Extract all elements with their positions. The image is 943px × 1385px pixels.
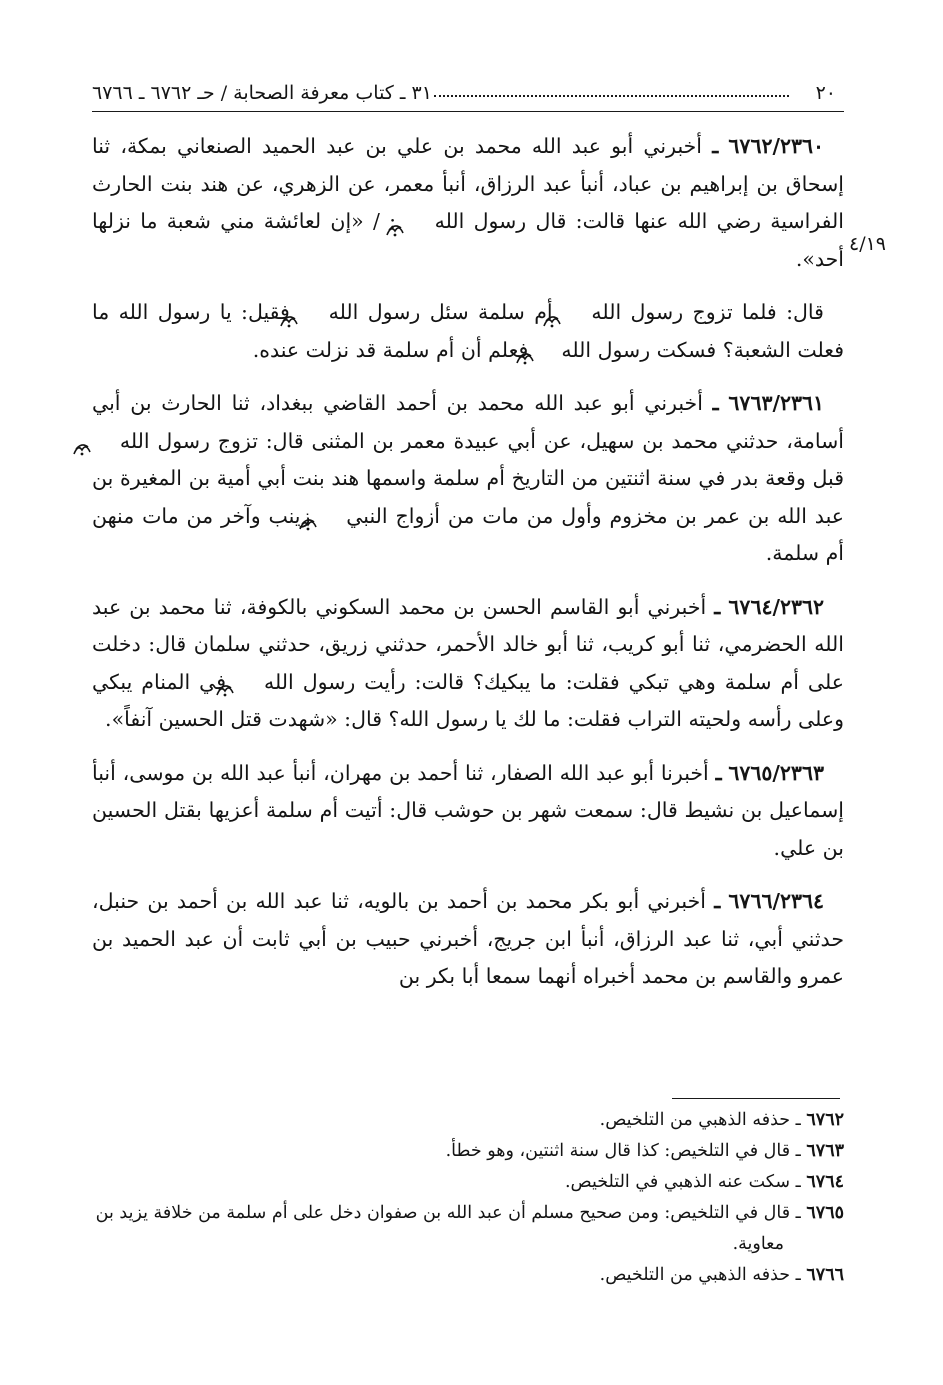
footnote-text: حذفه الذهبي من التلخيص. — [599, 1265, 791, 1285]
salawat-icon — [535, 342, 555, 360]
footnote-text: قال في التلخيص: كذا قال سنة اثنتين، وهو خطأ. — [445, 1141, 791, 1161]
footnote-separator: ـ — [795, 1110, 801, 1130]
footnote — [92, 1105, 844, 1136]
footnote-text: سكت عنه الذهبي في التلخيص. — [564, 1172, 791, 1192]
hadith-paragraph — [92, 385, 844, 573]
hadith-number: ٦٧٦٥/٢٣٦٣ — [728, 760, 824, 785]
footnote — [92, 1136, 844, 1167]
footnote-separator: ـ — [795, 1141, 801, 1161]
hadith-text: قبل وقعة بدر في سنة اثنتين من التاريخ أم سلمة واسمها هند بنت أبي أمية بن المغيرة بن عبد الله بن عمر بن مخزوم وأول من مات من أزواج النبي — [92, 466, 844, 528]
hadith-paragraph — [92, 589, 844, 739]
hadith-separator: ـ — [714, 594, 721, 619]
hadith-paragraph — [92, 294, 844, 369]
hadith-paragraph — [92, 128, 844, 278]
hadith-number: ٦٧٦٤/٢٣٦٢ — [728, 594, 824, 619]
salawat-icon — [299, 305, 319, 323]
footnote-separator: ـ — [795, 1265, 801, 1285]
hadith-separator: ـ — [714, 889, 721, 913]
salawat-icon — [92, 433, 112, 451]
hadith-text: أخبرني أبو عبد الله محمد بن أحمد القاضي ببغداد، ثنا الحارث بن أبي أسامة، حدثني محمد بن سهيل، عن أبي عبيدة معمر بن المثنى قال: تزوج رسول الله — [92, 391, 844, 453]
running-header — [92, 78, 844, 112]
salawat-icon — [235, 674, 255, 692]
footnote-number: ٦٧٦٢ — [806, 1110, 844, 1130]
footnotes — [92, 1105, 844, 1291]
salawat-icon — [318, 508, 338, 526]
hadith-text: قال: فلما تزوج رسول الله — [591, 300, 824, 324]
hadith-number: ٦٧٦٢/٢٣٦٠ — [728, 134, 824, 158]
hadith-text: أخبرني أبو القاسم الحسن بن محمد السكوني بالكوفة، ثنا محمد بن عبد الله الحضرمي، ثنا أبو كريب، ثنا أبو خالد الأحمر، حدثني زريق، حدثني سلمان قال: دخلت على أم سلمة وهي تبكي فقلت: ما يبكيك؟ قالت: رأيت رسول الله — [92, 594, 844, 694]
salawat-icon — [562, 305, 582, 323]
footnote — [92, 1198, 844, 1260]
footnote-number: ٦٧٦٤ — [806, 1172, 844, 1192]
footnote-number: ٦٧٦٣ — [806, 1141, 844, 1161]
footnote-number: ٦٧٦٦ — [806, 1265, 844, 1285]
hadith-text: أخبرني أبو عبد الله محمد بن علي بن عبد الحميد الصنعاني بمكة، ثنا إسحاق بن إبراهيم بن عباد، أنبأ عبد الرزاق، أنبأ معمر، عن الزهري، عن هند بنت الحارث الفراسية رضي الله عنها قالت: قال رسول الله — [92, 134, 844, 233]
hadith-text: أخبرنا أبو عبد الله الصفار، ثنا أحمد بن مهران، أنبأ عبد الله بن موسى، أنبأ إسماعيل بن نشيط قال: سمعت شهر بن حوشب قال: أتيت أم سلمة أعزيها بقتل الحسين بن علي. — [92, 760, 844, 860]
header-dot-leader — [434, 95, 789, 97]
hadith-number: ٦٧٦٦/٢٣٦٤ — [728, 889, 824, 913]
page-number: ٢٠ — [815, 82, 836, 104]
hadith-separator: ـ — [715, 760, 722, 785]
footnote-text: قال في التلخيص: ومن صحيح مسلم أن عبد الله بن صفوان دخل على أم سلمة من خلافة يزيد بن معاوية. — [95, 1203, 791, 1254]
hadith-number: ٦٧٦٣/٢٣٦١ — [728, 391, 824, 415]
footnote — [92, 1167, 844, 1198]
footnote-number: ٦٧٦٥ — [806, 1203, 844, 1223]
hadith-text: أم سلمة سئل رسول الله — [328, 300, 553, 324]
footnote-separator: ـ — [795, 1172, 801, 1192]
salawat-icon — [405, 214, 425, 232]
main-text — [92, 128, 844, 1012]
hadith-paragraph — [92, 755, 844, 868]
running-title: ٣١ ـ كتاب معرفة الصحابة / حـ ٦٧٦٢ ـ ٦٧٦٦ — [92, 82, 432, 104]
footnote — [92, 1260, 844, 1291]
hadith-separator: ـ — [712, 391, 719, 415]
hadith-text: في المنام يبكي وعلى رأسه ولحيته التراب فقلت: ما لك يا رسول الله؟ قال: «شهدت قتل الحسين آنفاً». — [92, 669, 844, 731]
footnote-separator: ـ — [795, 1203, 801, 1223]
footnote-text: حذفه الذهبي من التلخيص. — [599, 1110, 791, 1130]
hadith-paragraph — [92, 883, 844, 996]
hadith-text: أخبرني أبو بكر محمد بن أحمد بن بالويه، ثنا عبد الله بن أحمد بن حنبل، حدثني أبي، ثنا عبد الرزاق، أنبأ ابن جريج، أخبرني حبيب بن أبي ثابت أن عبد الحميد بن عمرو والقاسم بن محمد أخبراه أنهما سمعا أبا بكر بن — [92, 889, 844, 988]
hadith-text: زينب وآخر من مات منهن أم سلمة. — [92, 503, 844, 565]
hadith-text: : / «إن لعائشة مني شعبة ما نزلها أحد». — [92, 209, 844, 271]
hadith-text: فعلم أن أم سلمة قد نزلت عنده. — [252, 337, 529, 362]
margin-manuscript-reference: ٤/١٩ — [849, 233, 887, 255]
footnote-rule — [672, 1098, 840, 1099]
hadith-text: فقيل: يا رسول الله ما فعلت الشعبة؟ فسكت رسول الله — [92, 300, 844, 362]
hadith-separator: ـ — [712, 134, 719, 158]
